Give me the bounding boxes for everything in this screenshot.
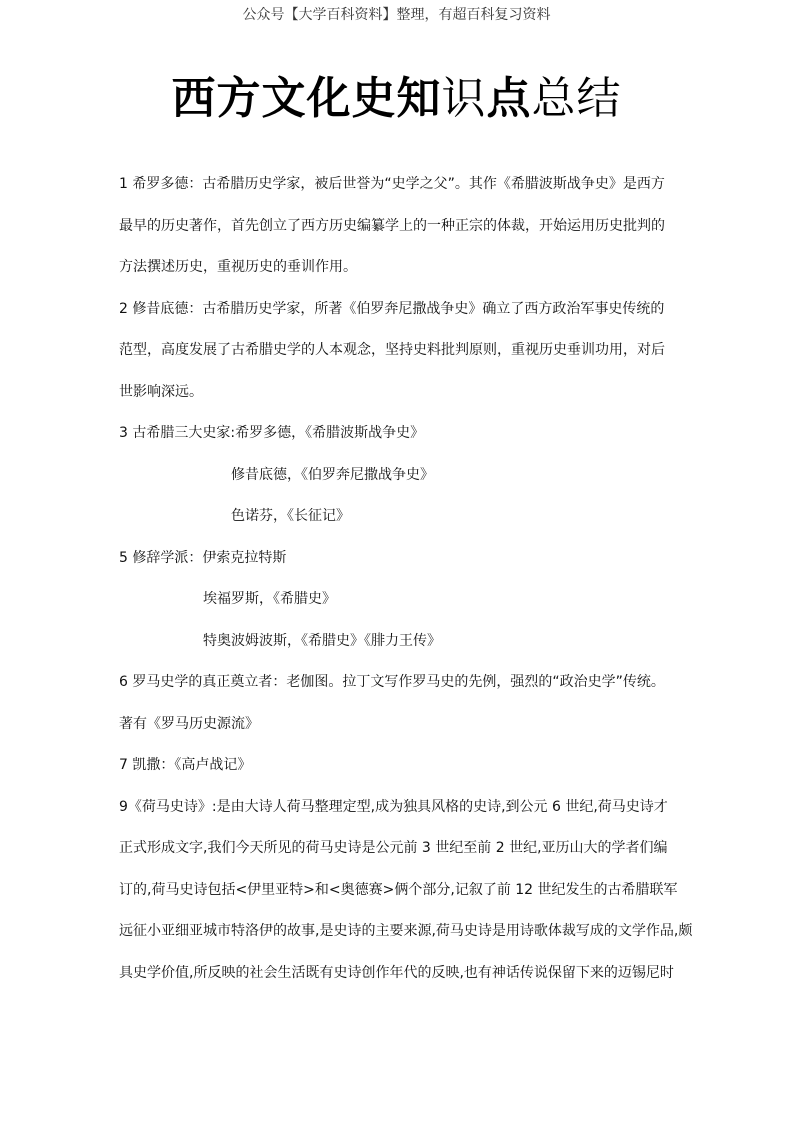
paragraph-line-indented: 埃福罗斯，《希腊史》 — [203, 591, 336, 607]
paragraph-line: 9《荷马史诗》:是由大诗人荷马整理定型,成为独具风格的史诗,到公元 6 世纪,荷马史诗才 — [119, 798, 668, 815]
paragraph-line: 范型，高度发展了古希腊史学的人本观念，坚持史料批判原则，重视历史垂训功用，对后 — [119, 342, 665, 358]
paragraph-line-indented: 色诺芬，《长征记》 — [231, 508, 350, 524]
title-part-bold: 西方文化史知 — [171, 73, 442, 124]
paragraph-line: 3 古希腊三大史家:希罗多德，《希腊波斯战争史》 — [119, 425, 425, 441]
page-title — [0, 62, 793, 126]
paragraph-line-indented: 特奥波姆波斯，《希腊史》《腓力王传》 — [203, 632, 441, 649]
paragraph-line: 方法撰述历史，重视历史的垂训作用。 — [119, 259, 357, 275]
paragraph-line: 著有《罗马历史源流》 — [119, 715, 259, 732]
title-part-light: 识 — [441, 73, 487, 124]
paragraph-line: 最早的历史著作，首先创立了西方历史编纂学上的一种正宗的体裁，开始运用历史批判的 — [119, 217, 665, 234]
paragraph-line: 1 希罗多德：古希腊历史学家，被后世誉为“史学之父”。其作《希腊波斯战争史》是西方 — [119, 176, 665, 192]
header-note: 公众号【大学百科资料】整理，有超百科复习资料 — [242, 7, 551, 23]
paragraph-line: 5 修辞学派：伊索克拉特斯 — [119, 549, 287, 566]
paragraph-line: 2 修昔底德：古希腊历史学家，所著《伯罗奔尼撒战争史》确立了西方政治军事史传统的 — [119, 300, 665, 317]
document-body — [119, 170, 699, 1000]
title-part-light-2: 总结 — [531, 73, 622, 124]
paragraph-line: 正式形成文字,我们今天所见的荷马史诗是公元前 3 世纪至前 2 世纪,亚历山大的学者们编 — [119, 840, 668, 856]
paragraph-line: 世影响深远。 — [119, 383, 203, 400]
paragraph-line: 远征小亚细亚城市特洛伊的故事,是史诗的主要来源,荷马史诗是用诗歌体裁写成的文学作品,颇 — [119, 923, 693, 939]
paragraph-line-indented: 修昔底德，《伯罗奔尼撒战争史》 — [231, 466, 434, 483]
paragraph-line: 6 罗马史学的真正奠立者：老伽图。拉丁文写作罗马史的先例，强烈的“政治史学”传统。 — [119, 674, 665, 690]
paragraph-line: 7 凯撒：《高卢战记》 — [119, 757, 252, 773]
paragraph-line: 订的,荷马史诗包括<伊里亚特>和<奥德赛>俩个部分,记叙了前 12 世纪发生的古希腊联军 — [119, 881, 678, 898]
paragraph-line: 具史学价值,所反映的社会生活既有史诗创作年代的反映,也有神话传说保留下来的迈锡尼时 — [119, 964, 674, 981]
title-part-bold-2: 点 — [486, 73, 532, 124]
